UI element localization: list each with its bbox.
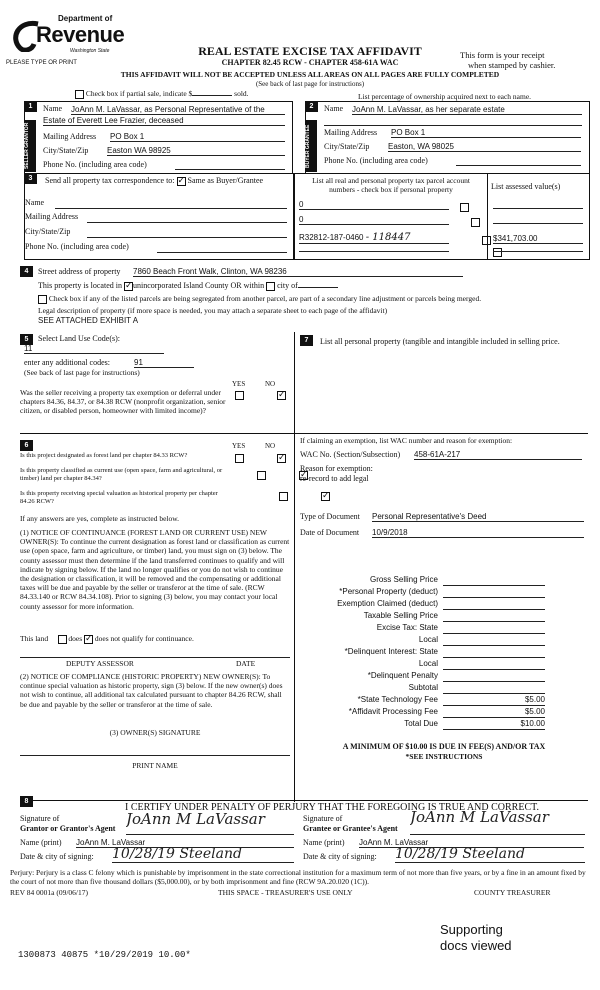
same-as-buyer-checkbox[interactable]: [177, 177, 186, 186]
certify-statement: I CERTIFY UNDER PENALTY OF PERJURY THAT THE FOREGOING IS TRUE AND CORRECT.: [125, 802, 539, 813]
fee-exemption: Exemption Claimed (deduct): [300, 599, 545, 610]
grantor-date-city[interactable]: 10/28/19 Steeland: [112, 846, 294, 863]
grantee-sig-label-2: Grantee or Grantee's Agent: [303, 824, 398, 833]
corr-phone-label: Phone No. (including area code): [25, 242, 129, 251]
grantor-name[interactable]: JoAnn M. LaVassar: [76, 838, 294, 848]
corr-mail-label: Mailing Address: [25, 212, 79, 221]
deputy-signature-line[interactable]: [20, 656, 290, 658]
forest-question: Is this project designated as forest land per chapter 84.33 RCW?: [20, 452, 188, 459]
fee-delinquent-penalty: *Delinquent Penalty: [300, 671, 545, 682]
forest-no-checkbox[interactable]: [277, 454, 286, 463]
fee-taxable: Taxable Selling Price: [300, 611, 545, 622]
section-8-number: 8: [20, 796, 33, 807]
buyer-name-2[interactable]: [324, 116, 582, 126]
fee-total: Total Due $10.00: [404, 719, 545, 728]
parcel-header-1: List all real and personal property tax parcel account: [312, 176, 470, 185]
notice-continuance: (1) NOTICE OF CONTINUANCE (FOREST LAND OR CURRENT USE) NEW OWNER(S): To continue the current designation as forest land or classification as current use (open space, farm and agriculture, or timber) land, you must sign on (3) below. The county assessor must then determine if the land transferred continues to qualify and will indicate by signing below. If the land no longer qualifies or you do not wish to continue the designation or classification, it will be removed and the compensating or additional taxes will be due and payable by the seller or transferor at the time of sale. (RCW 84.33.140 or RCW 84.34.108). Prior to signing (3) below, you may contact your local county assessor for more information.: [20, 528, 290, 611]
buyer-city[interactable]: Easton, WA 98025: [388, 142, 581, 152]
land-use-see-back: (See back of last page for instructions): [24, 368, 140, 377]
land-qualify-line: This land does ✓ does not qualify for continuance.: [20, 634, 194, 644]
section-7-personal-property: [300, 335, 588, 425]
historic-question: Is this property receiving special valuation as historical property per chapter 84.26 RCW?: [20, 490, 218, 505]
historic-yes-checkbox[interactable]: [279, 492, 288, 501]
buyer-phone[interactable]: [456, 156, 581, 166]
forest-yes-checkbox[interactable]: [235, 454, 244, 463]
treasurer-space: THIS SPACE - TREASURER'S USE ONLY: [218, 888, 353, 897]
unincorporated-checkbox[interactable]: [124, 282, 133, 291]
grantee-signature[interactable]: JoAnn M LaVassar: [410, 808, 585, 835]
owner-sig-label: (3) OWNER(S) SIGNATURE: [109, 728, 201, 737]
see-back-note: (See back of last page for instructions): [255, 80, 365, 88]
current-use-question: Is this property classified as current use (open space, farm and agricultural, or timber) land per chapter 84.34?: [20, 467, 223, 482]
fee-local-value[interactable]: [443, 635, 545, 646]
exemption-question: Was the seller receiving a property tax exemption or deferral under chapters 84.36, 84.37, or 84.38 RCW (nonprofit organization, senior citizen, or disabled person, homeowner with limited income)?: [20, 388, 226, 415]
buyer-side-label: BUYER GRANTEE: [305, 120, 317, 172]
additional-codes-label: enter any additional codes:: [24, 358, 110, 367]
corr-phone[interactable]: [157, 244, 287, 253]
buyer-name-1[interactable]: JoAnn M. LaVassar, as her separate estate: [352, 105, 582, 115]
section-6-number: 6: [20, 440, 33, 451]
date-label: DATE: [236, 659, 256, 668]
rev-number: REV 84 0001a (09/06/17): [10, 888, 88, 897]
fee-local-2: Local: [300, 659, 545, 670]
fee-excise-state: Excise Tax: State: [300, 623, 545, 634]
grantor-sig-label-2: Grantor or Grantor's Agent: [20, 824, 116, 833]
buyer-name-label: Name: [324, 104, 344, 113]
no-header-6: NO: [265, 442, 276, 450]
fee-exemption-value[interactable]: [443, 599, 545, 610]
seller-mail-label: Mailing Address: [43, 132, 97, 141]
section-7-number: 7: [300, 335, 313, 346]
legal-value[interactable]: SEE ATTACHED EXHIBIT A: [38, 316, 139, 325]
dept-logo-text: Revenue: [36, 22, 125, 47]
fee-local: Local: [300, 635, 545, 646]
form-chapter: CHAPTER 82.45 RCW - CHAPTER 458-61A WAC: [221, 58, 399, 67]
fee-delinquent-interest-value[interactable]: [443, 647, 545, 658]
doc-type-value[interactable]: Personal Representative's Deed: [372, 512, 584, 522]
seller-city[interactable]: Easton WA 98925: [107, 146, 285, 156]
receipt-note-2: when stamped by cashier.: [468, 60, 556, 70]
city-of-checkbox[interactable]: [266, 282, 275, 291]
seller-phone[interactable]: [175, 160, 285, 170]
doc-type-label: Type of Document: [300, 512, 360, 521]
section-1-seller: [24, 101, 293, 174]
parcel-2[interactable]: 0: [299, 215, 449, 225]
county-treasurer: COUNTY TREASURER: [474, 888, 551, 897]
section-5-number: 5: [20, 334, 33, 345]
does-qualify-checkbox[interactable]: [58, 635, 67, 644]
grantor-name-label: Name (print): [20, 838, 62, 847]
doc-date-label: Date of Document: [300, 528, 360, 537]
land-use-label: Select Land Use Code(s):: [38, 334, 120, 343]
fee-personal: *Personal Property (deduct): [300, 587, 545, 598]
buyer-mail[interactable]: PO Box 1: [391, 128, 581, 138]
fee-affidavit-value[interactable]: $5.00: [443, 707, 545, 718]
located-in: This property is located in ✓ unincorporated Island County OR within city of: [38, 281, 338, 291]
deputy-label: DEPUTY ASSESSOR: [66, 659, 134, 668]
parcel-list: [294, 173, 590, 260]
fee-delinquent-interest: *Delinquent Interest: State: [300, 647, 545, 658]
section-4-number: 4: [20, 266, 33, 277]
segregated-label: Check box if any of the listed parcels are being segregated from another parcel, are part of a secondary line adjustment or parcels being merged.: [38, 294, 481, 304]
minimum-fee-note: A MINIMUM OF $10.00 IS DUE IN FEE(S) AND/OR TAX: [342, 742, 546, 751]
seller-name-2[interactable]: Estate of Everett Lee Frazier, deceased: [43, 116, 285, 126]
fee-total-value[interactable]: $10.00: [443, 719, 545, 730]
exemption-yes-checkbox[interactable]: [235, 391, 244, 400]
list-pct-note: List percentage of ownership acquired next to each name.: [358, 92, 532, 101]
exemption-block: [300, 436, 588, 556]
street-value[interactable]: 7860 Beach Front Walk, Clinton, WA 98236: [133, 267, 463, 277]
section-3-number: 3: [24, 173, 37, 184]
supporting-docs-line-2: docs viewed: [440, 938, 512, 953]
fee-personal-value[interactable]: [443, 587, 545, 598]
grantor-date-label: Date & city of signing:: [20, 852, 94, 861]
legal-label: Legal description of property (if more space is needed, you may attach a separate sheet to each page of the affidavit): [38, 306, 388, 315]
section-2-buyer: [305, 101, 590, 174]
parcel-3-handwritten: - 118447: [365, 232, 411, 243]
partial-sale-label: Check box if partial sale, indicate $ sold.: [75, 89, 249, 99]
seller-side-label: SELLER GRANTOR: [24, 120, 36, 172]
buyer-mail-label: Mailing Address: [324, 128, 378, 137]
notice-compliance: (2) NOTICE OF COMPLIANCE (HISTORIC PROPERTY) NEW OWNER(S): To continue special valuation as historic property, sign (3) below. If the new owner(s) does not wish to continue, all additional tax calculated pursuant to chapter 84.26 RCW, shall be due and payable by the seller or transferor at the time of sale.: [20, 672, 283, 709]
dept-logo: [8, 14, 128, 62]
fee-tech: *State Technology Fee $5.00: [357, 695, 545, 704]
corr-name[interactable]: [55, 200, 287, 209]
form-title: REAL ESTATE EXCISE TAX AFFIDAVIT: [198, 44, 422, 58]
claim-exemption-label: If claiming an exemption, list WAC number and reason for exemption:: [300, 436, 513, 445]
parcel-3-number: R32812-187-0460: [299, 233, 364, 242]
section-1-number: 1: [24, 101, 37, 112]
reason-label: Reason for exemption:: [300, 464, 373, 473]
parcel-3-checkbox[interactable]: [482, 236, 491, 245]
fee-taxable-value[interactable]: [443, 611, 545, 622]
parcel-4-checkbox[interactable]: [493, 248, 502, 257]
section-5-land-use: [20, 332, 290, 430]
assessed-1[interactable]: [493, 207, 583, 209]
segregated-checkbox[interactable]: [38, 295, 47, 304]
supporting-docs-line-1: Supporting: [440, 922, 503, 937]
doc-date-value[interactable]: 10/9/2018: [372, 528, 584, 538]
section-4-property: [20, 264, 588, 330]
assessed-2[interactable]: [493, 222, 583, 224]
fee-excise-state-value[interactable]: [443, 623, 545, 634]
parcel-3[interactable]: [299, 232, 449, 244]
fee-gross: Gross Selling Price: [300, 575, 545, 586]
buyer-phone-label: Phone No. (including area code): [324, 156, 428, 165]
fee-subtotal: Subtotal: [300, 683, 545, 694]
section-6-designations: [20, 438, 292, 778]
please-type: PLEASE TYPE OR PRINT: [6, 60, 77, 66]
yes-header-6: YES: [232, 442, 246, 450]
see-instructions-note: *SEE INSTRUCTIONS: [405, 752, 483, 761]
grantee-name[interactable]: JoAnn M. LaVassar: [359, 838, 584, 848]
fee-affidavit: *Affidavit Processing Fee $5.00: [348, 707, 545, 716]
assessed-4[interactable]: [493, 250, 583, 252]
partial-sale-checkbox[interactable]: [75, 90, 84, 99]
seller-mail[interactable]: PO Box 1: [110, 132, 285, 142]
current-use-yes-checkbox[interactable]: [257, 471, 266, 480]
perjury-notice: Perjury: Perjury is a class C felony which is punishable by imprisonment in the state correctional institution for a maximum term of not more than five years, or by a fine in an amount fixed by the court of not more than five thousand dollars ($5,000.00), or by both imprisonment and fine (RCW 9A.20.020 (1C)).: [10, 868, 586, 886]
corr-name-label: Name: [25, 198, 45, 207]
parcel-2-checkbox[interactable]: [471, 218, 480, 227]
grantee-date-label: Date & city of signing:: [303, 852, 377, 861]
land-use-value[interactable]: 11: [24, 344, 164, 354]
send-correspondence-label: Send all property tax correspondence to: ✓ Same as Buyer/Grantee: [45, 176, 263, 186]
seller-city-label: City/State/Zip: [43, 146, 89, 155]
corr-mail[interactable]: [87, 214, 287, 223]
section-3-correspondence: [24, 173, 294, 260]
does-not-qualify-checkbox[interactable]: [84, 635, 93, 644]
grantee-sig-label-1: Signature of: [303, 814, 343, 823]
fee-gross-value[interactable]: [443, 575, 545, 586]
section-2-number: 2: [305, 101, 318, 112]
receipt-stamp: 1300873 40875 *10/29/2019 10.00*: [18, 950, 191, 960]
exemption-no-checkbox[interactable]: [277, 391, 286, 400]
dept-state: Washington State: [70, 48, 110, 54]
fee-delinquent-penalty-value[interactable]: [443, 671, 545, 682]
receipt-note-1: This form is your receipt: [460, 50, 545, 60]
form-warning: THIS AFFIDAVIT WILL NOT BE ACCEPTED UNLESS ALL AREAS ON ALL PAGES ARE FULLY COMPLETED: [120, 70, 500, 79]
seller-name-1[interactable]: JoAnn M. LaVassar, as Personal Representative of the: [71, 105, 285, 115]
reason-value[interactable]: re-record to add legal: [300, 474, 369, 483]
grantee-date-city[interactable]: 10/28/19 Steeland: [395, 846, 585, 863]
assessed-3[interactable]: $341,703.00: [493, 234, 583, 244]
grantor-signature[interactable]: JoAnn M LaVassar: [126, 810, 294, 835]
print-name-label: PRINT NAME: [132, 761, 178, 770]
parcel-1[interactable]: 0: [299, 200, 449, 210]
fee-tech-value[interactable]: $5.00: [443, 695, 545, 706]
corr-city-label: City/State/Zip: [25, 227, 71, 236]
grantee-name-label: Name (print): [303, 838, 345, 847]
parcel-header-2: numbers - check box if personal property: [329, 185, 453, 194]
owner-signature-line[interactable]: [20, 754, 290, 756]
personal-property-label: List all personal property (tangible and intangible included in selling price.: [320, 337, 560, 346]
parcel-4[interactable]: [299, 250, 449, 252]
fee-local-2-value[interactable]: [443, 659, 545, 670]
street-label: Street address of property: [38, 267, 121, 276]
seller-phone-label: Phone No. (including area code): [43, 160, 147, 169]
wac-label: WAC No. (Section/Subsection): [300, 450, 401, 459]
yes-header-5: YES: [232, 380, 246, 388]
buyer-city-label: City/State/Zip: [324, 142, 370, 151]
dept-line1: Department of: [58, 14, 113, 23]
seller-name-label: Name: [43, 104, 63, 113]
parcel-1-checkbox[interactable]: [460, 203, 469, 212]
fee-subtotal-value[interactable]: [443, 683, 545, 694]
assessed-header: List assessed value(s): [491, 182, 561, 191]
corr-city[interactable]: [87, 229, 287, 238]
no-header-5: NO: [265, 380, 276, 388]
wac-value[interactable]: 458-61A-217: [414, 450, 582, 460]
if-yes-note: If any answers are yes, complete as instructed below.: [20, 514, 180, 523]
additional-codes-value[interactable]: 91: [134, 358, 194, 368]
grantor-sig-label-1: Signature of: [20, 814, 60, 823]
